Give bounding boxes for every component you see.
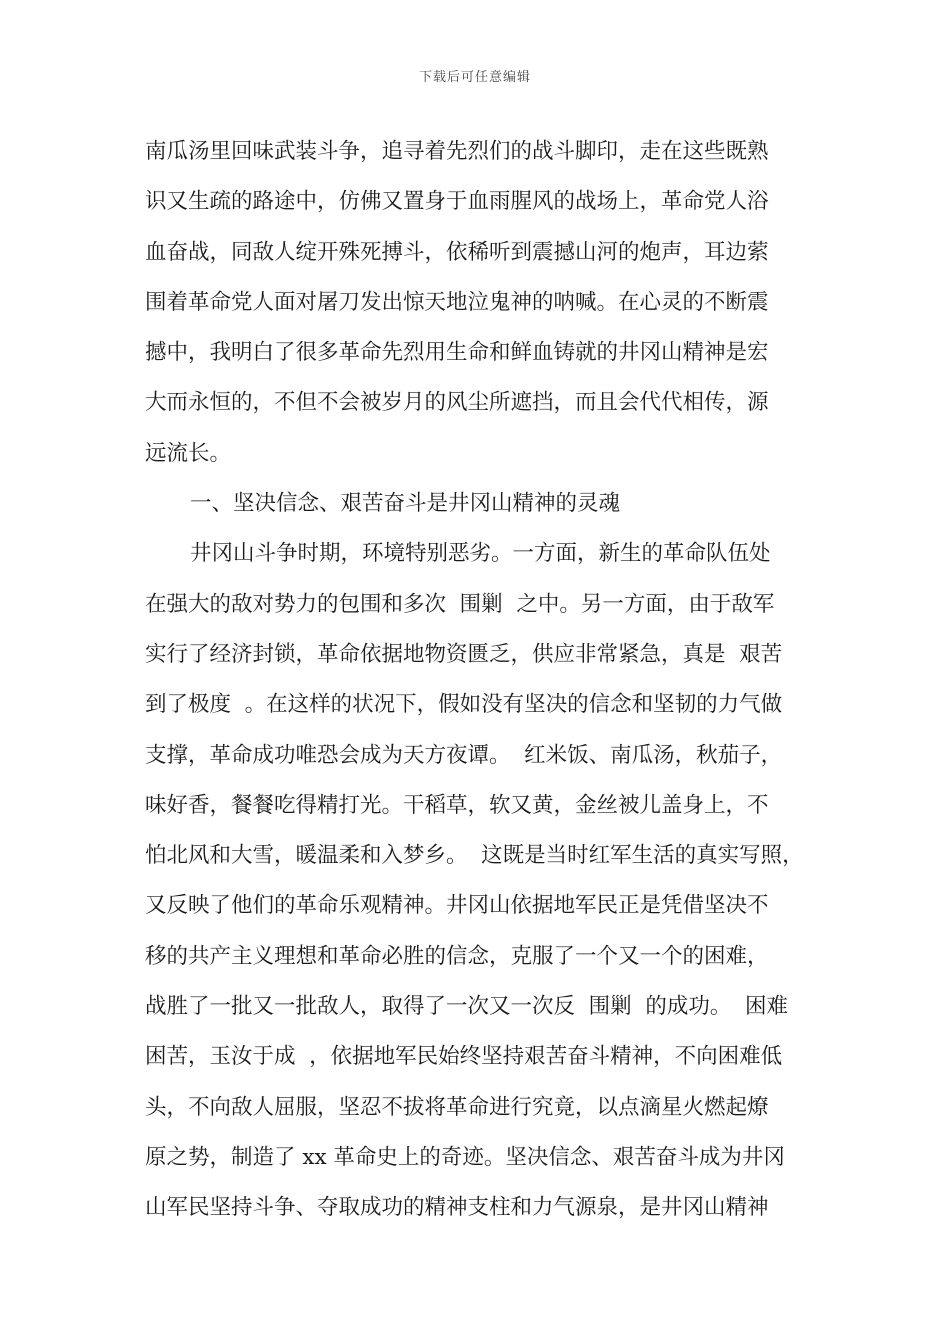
text-line: 撼中，我明白了很多革命先烈用生命和鲜血铸就的井冈山精神是宏 xyxy=(145,340,769,366)
text-line: 困苦，玉汝于成 ，依据地军民始终坚持艰苦奋斗精神，不向困难低 xyxy=(145,1044,783,1070)
text-line: 支撑，革命成功唯恐会成为天方夜谭。 红米饭、南瓜汤，秋茄子， xyxy=(145,742,783,768)
body-text xyxy=(145,127,820,1234)
text-line: 大而永恒的，不但不会被岁月的风尘所遮挡，而且会代代相传，源 xyxy=(145,390,769,416)
text-line: 到了极度 。在这样的状况下，假如没有坚决的信念和坚韧的力气做 xyxy=(145,692,783,718)
text-line: 原之势，制造了 xx 革命史上的奇迹。坚决信念、艰苦奋斗成为井冈 xyxy=(145,1144,785,1170)
text-line: 怕北风和大雪，暖温柔和入梦乡。 这既是当时红军生活的真实写照， xyxy=(145,843,804,869)
text-line: 头，不向敌人屈服，坚忍不拔将革命进行究竟，以点滴星火燃起燎 xyxy=(145,1094,769,1120)
text-line: 又反映了他们的革命乐观精神。井冈山依据地军民正是凭借坚决不 xyxy=(145,893,769,919)
text-line: 远流长。 xyxy=(145,440,232,466)
text-line: 山军民坚持斗争、夺取成功的精神支柱和力气源泉，是井冈山精神 xyxy=(145,1195,769,1221)
page-header: 下载后可任意编辑 xyxy=(418,70,531,85)
text-line: 味好香，餐餐吃得精打光。干稻草，软又黄，金丝被儿盖身上，不 xyxy=(145,792,769,818)
text-line: 围着革命党人面对屠刀发出惊天地泣鬼神的呐喊。在心灵的不断震 xyxy=(145,289,769,315)
section-heading: 一、坚决信念、艰苦奋斗是井冈山精神的灵魂 xyxy=(190,491,621,517)
text-line: 战胜了一批又一批敌人，取得了一次又一次反 围剿 的成功。 困难 xyxy=(145,994,789,1020)
text-line: 南瓜汤里回味武装斗争，追寻着先烈们的战斗脚印，走在这些既熟 xyxy=(145,139,769,164)
text-line: 实行了经济封锁，革命依据地物资匮乏，供应非常紧急，真是 艰苦 xyxy=(145,641,783,667)
text-line: 在强大的敌对势力的包围和多次 围剿 之中。另一方面，由于敌军 xyxy=(145,591,775,617)
text-line: 移的共产主义理想和革命必胜的信念，克服了一个又一个的困难， xyxy=(145,943,769,969)
text-line: 识又生疏的路途中，仿佛又置身于血雨腥风的战场上，革命党人浴 xyxy=(145,189,769,215)
text-line: 井冈山斗争时期，环境特别恶劣。一方面，新生的革命队伍处 xyxy=(190,541,771,567)
text-line: 血奋战，同敌人绽开殊死搏斗，依稀听到震撼山河的炮声，耳边萦 xyxy=(145,239,769,265)
